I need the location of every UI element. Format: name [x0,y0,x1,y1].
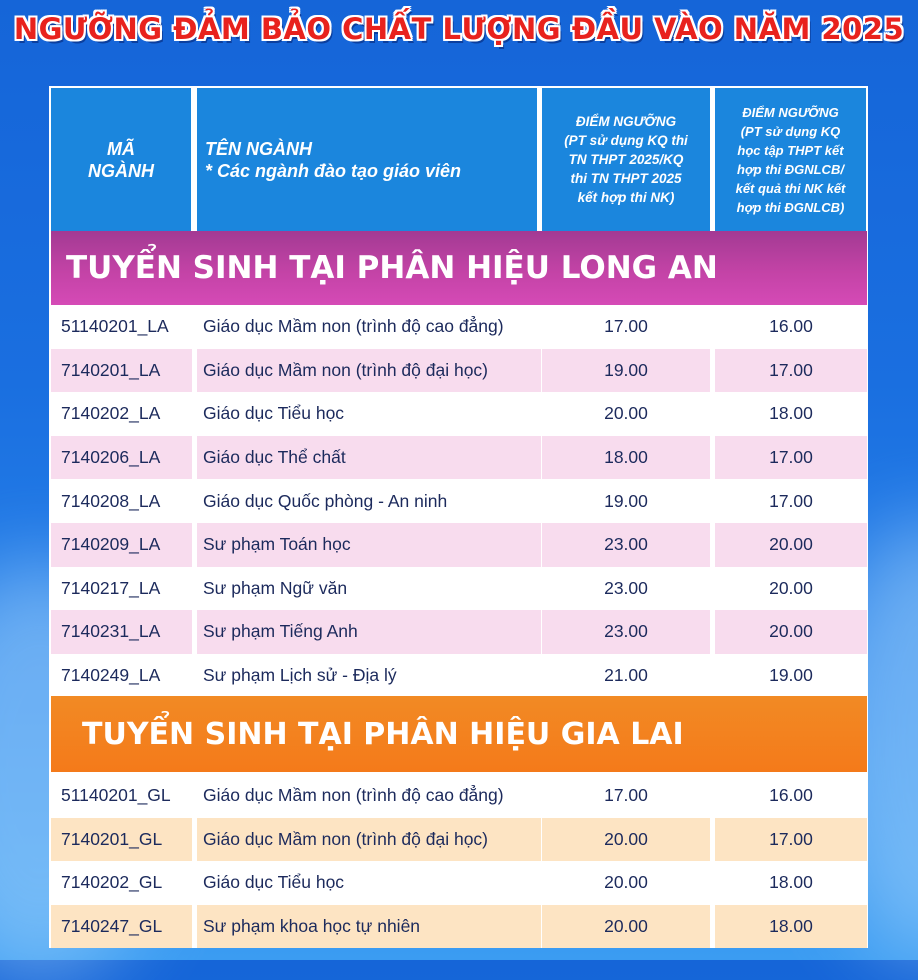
header-diem1-line2: TN THPT 2025/KQ [568,152,684,167]
row-diem1: 17.00 [604,785,648,806]
row-name: Giáo dục Mầm non (trình độ đại học) [197,818,541,862]
header-diem2-line4: kết quả thi NK kết [735,180,846,196]
section-header-long-an: TUYỂN SINH TẠI PHÂN HIỆU LONG AN [51,231,867,305]
table-row [51,774,867,818]
row-diem2: 20.00 [769,577,813,598]
row-name: Sư phạm Ngữ văn [203,577,348,598]
row-code: 7140202_LA [61,403,161,424]
row-code: 7140202_GL [61,872,163,893]
row-name: Sư phạm khoa học tự nhiên [197,905,541,949]
row-diem1: 23.00 [542,523,710,567]
table-row [51,523,867,567]
row-name: Sư phạm Toán học [197,523,541,567]
row-diem2: 18.00 [715,905,867,949]
row-diem2: 19.00 [769,665,813,686]
row-name: Giáo dục Mầm non (trình độ cao đẳng) [203,785,504,806]
header-diem1-line4: kết hợp thi NK) [577,190,675,205]
row-diem1: 20.00 [604,872,648,893]
table-row [51,436,867,480]
table-row [51,392,867,436]
table-row [51,654,867,698]
row-name: Giáo dục Thể chất [197,436,541,480]
row-diem2: 16.00 [769,316,813,337]
table-row [51,905,867,949]
row-code: 7140217_LA [61,577,161,598]
header-ma-nganh-line2: NGÀNH [88,160,154,181]
row-diem2: 18.00 [769,403,813,424]
header-diem2-line5: hợp thi ĐGNLCB) [736,199,845,215]
header-diem1-line3: thi TN THPT 2025 [570,171,682,186]
row-code: 51140201_GL [61,785,171,806]
row-code: 7140231_LA [51,610,192,654]
row-diem1: 23.00 [542,610,710,654]
row-name: Sư phạm Tiếng Anh [197,610,541,654]
row-name: Giáo dục Mầm non (trình độ đại học) [197,349,541,393]
row-code: 7140208_LA [61,490,161,511]
row-diem2: 17.00 [715,436,867,480]
row-diem2: 16.00 [769,785,813,806]
row-diem1: 20.00 [604,403,648,424]
row-diem1: 19.00 [542,349,710,393]
page-title: NGƯỠNG ĐẢM BẢO CHẤT LƯỢNG ĐẦU VÀO NĂM 2025 [13,12,905,46]
table-row [51,349,867,393]
row-diem2: 17.00 [715,818,867,862]
row-name: Giáo dục Tiểu học [203,872,345,893]
header-diem1-title: ĐIỂM NGƯỠNG [575,114,677,129]
row-code: 7140247_GL [51,905,192,949]
row-code: 51140201_LA [61,316,169,337]
table-row [51,861,867,905]
header-ten-nganh [197,88,537,231]
row-code: 7140201_LA [51,349,192,393]
section-header-gia-lai: TUYỂN SINH TẠI PHÂN HIỆU GIA LAI [51,696,867,772]
row-code: 7140209_LA [51,523,192,567]
table-row [51,818,867,862]
table-row [51,610,867,654]
table-row [51,479,867,523]
row-name: Giáo dục Tiểu học [203,403,345,424]
header-diem2-line3: hợp thi ĐGNLCB/ [737,161,844,177]
header-ma-nganh [51,88,191,231]
row-code: 7140249_LA [61,665,161,686]
row-name: Giáo dục Mầm non (trình độ cao đẳng) [203,316,504,337]
row-diem2: 20.00 [715,610,867,654]
row-name: Giáo dục Quốc phòng - An ninh [203,490,448,511]
row-diem1: 21.00 [604,665,648,686]
header-ten-nganh-title: TÊN NGÀNH [205,138,312,159]
header-diem2-line1: (PT sử dụng KQ [740,123,841,139]
row-code: 7140206_LA [51,436,192,480]
header-diem-nguong-2 [715,88,866,231]
header-diem1-line1: (PT sử dụng KQ thi [564,133,688,148]
row-diem2: 17.00 [715,349,867,393]
row-code: 7140201_GL [51,818,192,862]
row-diem1: 18.00 [542,436,710,480]
row-diem1: 20.00 [542,905,710,949]
row-diem1: 17.00 [604,316,648,337]
row-diem1: 20.00 [542,818,710,862]
header-diem2-line2: học tập THPT kết [737,142,844,158]
row-diem1: 23.00 [604,577,648,598]
header-ten-nganh-note: * Các ngành đào tạo giáo viên [205,160,462,181]
row-diem2: 17.00 [769,490,813,511]
header-diem-nguong-1 [542,88,710,231]
row-diem2: 20.00 [715,523,867,567]
row-diem2: 18.00 [769,872,813,893]
row-diem1: 19.00 [604,490,648,511]
row-name: Sư phạm Lịch sử - Địa lý [203,665,397,686]
header-diem2-title: ĐIỂM NGƯỠNG [742,104,839,120]
table-row [51,305,867,349]
table-row [51,567,867,611]
header-ma-nganh-line1: MÃ [107,138,135,159]
